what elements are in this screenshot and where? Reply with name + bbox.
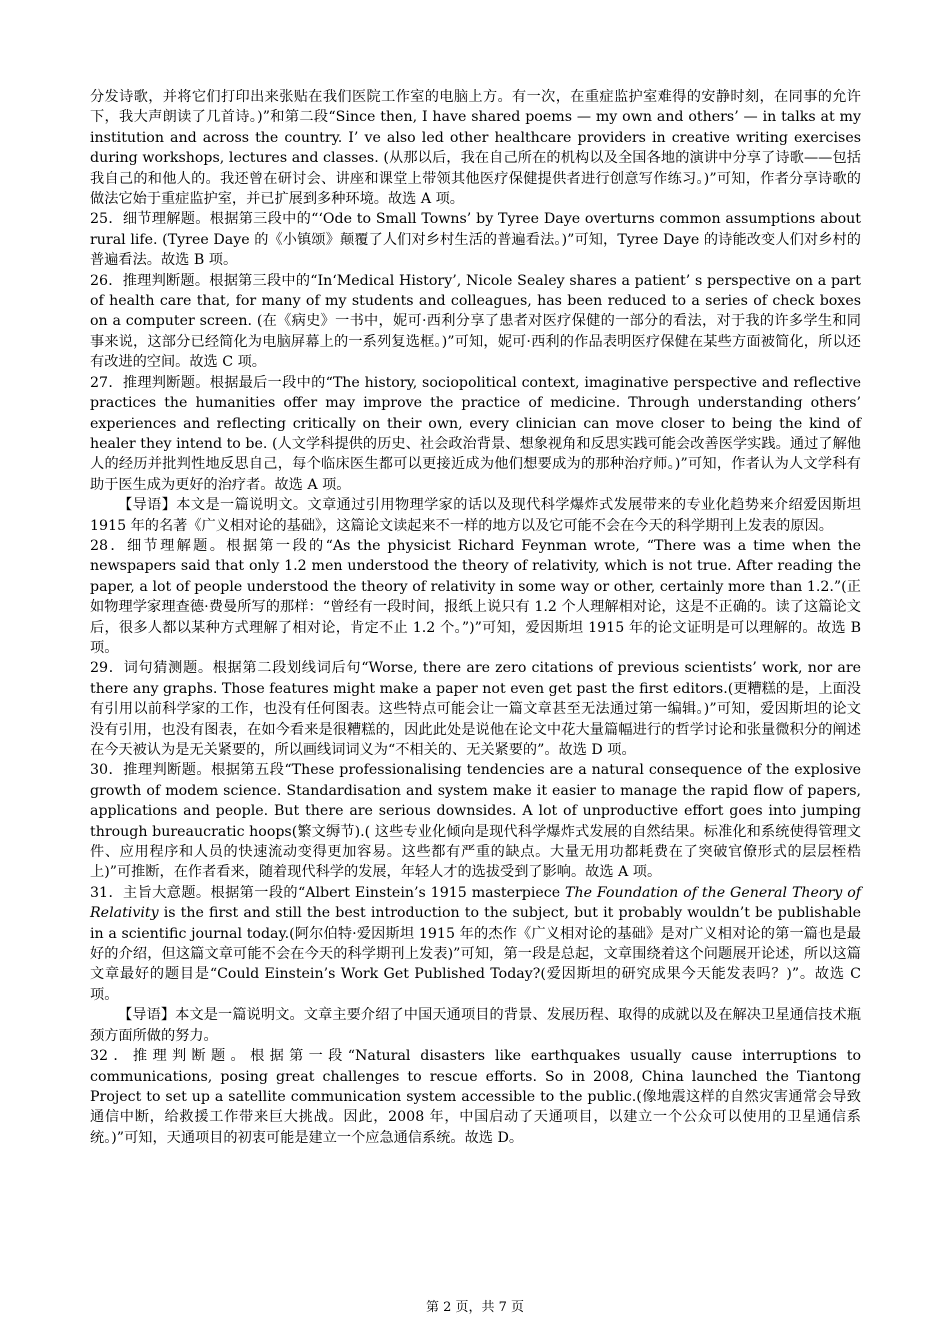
answer-31-part2: is the first and still the best introduction to the subject, but it probably wouldn’t be publishable in a scientific journal today.(阿尔伯特·爱因斯坦 1915 年的杰作《广义相对论的基础》是对广义相对论的第一篇也是最好的介绍，但这篇文章可能不会在今天的科学期刊上发表)”可知，第一段是总起，文章围绕着这个问题展开论述，所以这篇文章最好的题目是“Could Einstein’s Work Get Published Today?(爱因斯坦的研究成果今天能发表吗？)”。故选 C 项。 (90, 905, 861, 1003)
answer-29: 29．词句猜测题。根据第二段划线词后句“Worse, there are zero citations of previous scientists’ work, nor are there any graphs. Those features might make a paper not even get past the first editors.(更糟糕的是，上面没有引用以前科学家的工作，也没有任何图表。这些特点可能会让一篇文章甚至无法通过第一编辑。)”可知，爱因斯坦的论文没有引用，也没有图表，在如今看来是很糟糕的，因此此处是说他在论文中花大量篇幅进行的哲学讨论和张量微积分的阐述在今天被认为是无关紧要的，所以画线词词义为“不相关的、无关紧要的”。故选 D 项。 (90, 660, 861, 758)
answer-31 (90, 883, 861, 1005)
paragraph-continuation: 分发诗歌，并将它们打印出来张贴在我们医院工作室的电脑上方。有一次，在重症监护室难得的安静时刻，在同事的允许下，我大声朗读了几首诗。)”和第二段“Since then, I have shared poems — my own and others’ — in talks at my institution and across the country. I’ ve also led other healthcare providers in creative writing exercises during workshops, lectures and classes. (从那以后，我在自己所在的机构以及全国各地的演讲中分享了诗歌——包括我自己的和他人的。我还曾在研讨会、讲座和课堂上带领其他医疗保健提供者进行创意写作练习。)”可知，作者分享诗歌的做法它始于重症监护室，并已扩展到多种环境。故选 A 项。 (90, 89, 861, 208)
answer-25: 25．细节理解题。根据第三段中的“‘Ode to Small Towns’ by Tyree Daye overturns common assumptions about rural life. (Tyree Daye 的《小镇颂》颠覆了人们对乡村生活的普遍看法。)”可知，Tyree Daye 的诗能改变人们对乡村的普遍看法。故选 B 项。 (90, 211, 861, 269)
intro-passage-2: 【导语】本文是一篇说明文。文章通过引用物理学家的话以及现代科学爆炸式发展带来的专业化趋势来介绍爱因斯坦 1915 年的名著《广义相对论的基础》，这篇论文读起来不一样的地方以及它可能不会在今天的科学期刊上发表的原因。 (90, 497, 861, 534)
document-body (90, 87, 861, 1148)
answer-26: 26．推理判断题。根据第三段中的“In‘Medical History’, Nicole Sealey shares a patient’ s perspective on a part of health care that, for many of my students and colleagues, has been reduced to a series of check boxes on a computer screen. (在《病史》一书中，妮可·西利分享了患者对医疗保健的一部分的看法，对于我的许多学生和同事来说，这部分已经简化为电脑屏幕上的一系列复选框。)”可知，妮可·西利的作品表明医疗保健在某些方面被简化，所以还有改进的空间。故选 C 项。 (90, 272, 861, 371)
answer-32: 32．推理判断题。根据第一段“Natural disasters like earthquakes usually cause interruptions to communications, posing great challenges to rescue efforts. So in 2008, China launched the Tiantong Project to set up a satellite communication system accessible to the public.(像地震这样的自然灾害通常会导致通信中断，给救援工作带来巨大挑战。因此，2008 年，中国启动了天通项目，以建立一个公众可以使用的卫星通信系统。)”可知，天通项目的初衷可能是建立一个应急通信系统。故选 D。 (90, 1048, 861, 1146)
paper-title-italic: The Foundation of the General Theory of Relativity (90, 884, 861, 922)
intro-passage-3: 【导语】本文是一篇说明文。文章主要介绍了中国天通项目的背景、发展历程、取得的成就以及在解决卫星通信技术瓶颈方面所做的努力。 (90, 1007, 861, 1044)
page-footer: 第 2 页，共 7 页 (425, 1300, 525, 1315)
answer-31-part1: 31．主旨大意题。根据第一段的“Albert Einstein’s 1915 masterpiece (90, 884, 566, 901)
answer-28: 28．细节理解题。根据第一段的“As the physicist Richard Feynman wrote, “There was a time when the newspapers said that only 1.2 men understood the theory of relativity, which is not true. After reading the paper, a lot of people understood the theory of relativity in some way or other, certainly more than 1.2.”(正如物理学家理查德·费曼所写的那样：“曾经有一段时间，报纸上说只有 1.2 个人理解相对论，这是不正确的。读了这篇论文后，很多人都以某种方式理解了相对论，肯定不止 1.2 个。”)”可知，爱因斯坦 1915 年的论文证明是可以理解的。故选 B 项。 (90, 537, 861, 656)
answer-27: 27．推理判断题。根据最后一段中的“The history, sociopolitical context, imaginative perspective and reflective practices the humanities offer may improve the practice of medicine. Through understanding others’ experiences and reflecting critically on their own, every clinician can move closer to being the kind of healer they intend to be. (人文学科提供的历史、社会政治背景、想象视角和反思实践可能会改善医学实践。通过了解他人的经历并批判性地反思自己，每个临床医生都可以更接近成为他们想要成为的那种治疗师。)”可知，作者认为人文学科有助于医生成为更好的治疗者。故选 A 项。 (90, 374, 861, 493)
answer-30: 30．推理判断题。根据第五段“These professionalising tendencies are a natural consequence of the explosive growth of modem science. Standardisation and system make it easier to manage the rapid flow of papers, applications and people. But there are serious downsides. A lot of unproductive effort goes into jumping through bureaucratic hoops(繁文缛节).( 这些专业化倾向是现代科学爆炸式发展的自然结果。标准化和系统使得管理文件、应用程序和人员的快速流动变得更加容易。这些都有严重的缺点。大量无用功都耗费在了突破官僚形式的层层桎梏上)”可推断，在作者看来，随着现代科学的发展，年轻人才的选拔受到了影响。故选 A 项。 (90, 762, 861, 881)
